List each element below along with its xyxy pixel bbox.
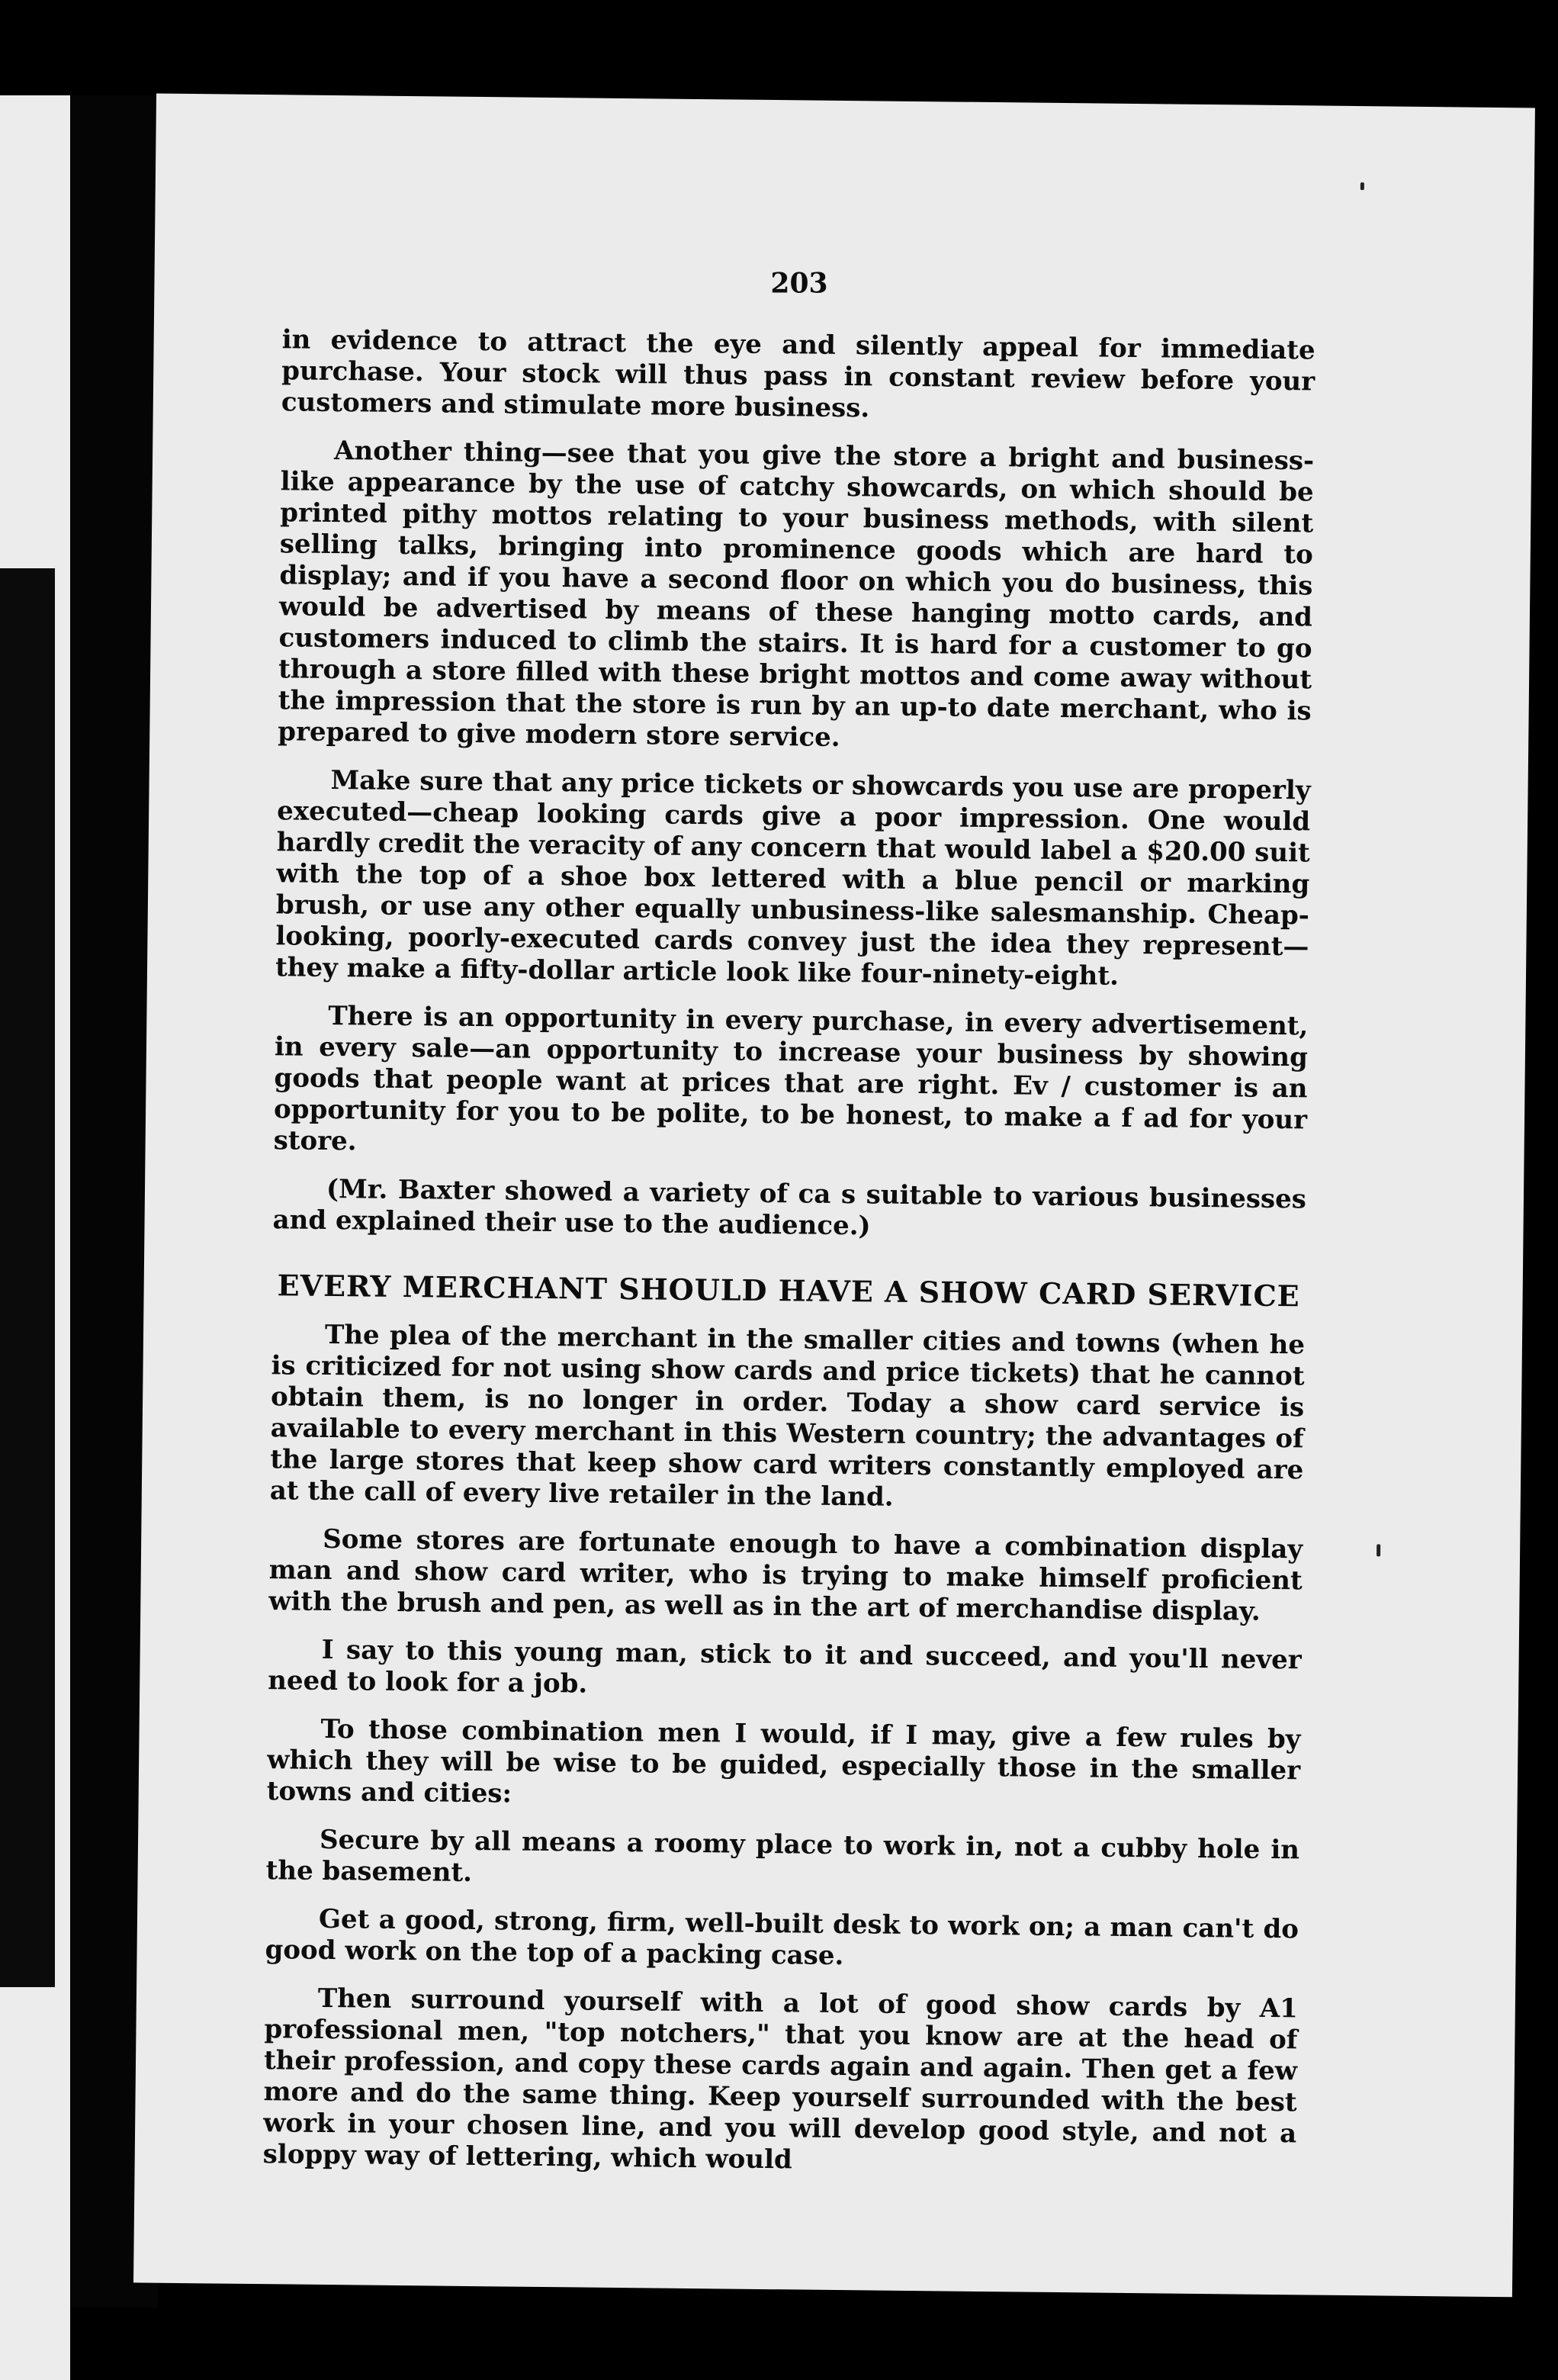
- scan-speck: [1360, 182, 1364, 190]
- paragraph: I say to this young man, stick to it and succeed, and you'll never need to look for a job.: [268, 1634, 1302, 1700]
- paragraph: Another thing—see that you give the store a bright and business-like appearance by the use of catchy showcards, on which should be printed pithy mottos relating to your business methods, with silent selling talks, bringing into prominence goods which are hard to display; and if you have a second floor on which you do business, this would be advertised by means of these hanging motto cards, and customers induced to climb the stairs. It is hard for a customer to go through a store filled with these bright mottos and come away without the impression that the store is run by an up-to date merchant, who is prepared to give modern store service.: [278, 436, 1315, 753]
- page-text-block: [262, 262, 1315, 2198]
- page-number: 203: [770, 267, 828, 300]
- paragraph: Then surround yourself with a lot of good show cards by A1 professional men, "top notchers," that you know are at the head of their profession, and copy these cards again and again. Then get a few more and do the same thing. Keep yourself surrounded with the best work in your chosen line, and you will develop good style, and not a sloppy way of lettering, which would: [262, 1983, 1299, 2176]
- paragraph: The plea of the merchant in the smaller cities and towns (when he is criticized for not using show cards and price tickets) that he cannot obtain them, is no longer in order. Today a show card service is available to every merchant in this Western country; the advantages of the large stores that keep show card writers constantly employed are at the call of every live retailer in the land.: [269, 1319, 1306, 1513]
- paragraph: Get a good, strong, firm, well-built desk to work on; a man can't do good work on the top of a packing case.: [265, 1903, 1299, 1972]
- facing-page-shadow: [0, 568, 55, 1987]
- paragraph: in evidence to attract the eye and silently appeal for immediate purchase. Your stock will thus pass in constant review before your customers and stimulate more business.: [281, 324, 1315, 424]
- paragraph: To those combination men I would, if I may, give a few rules by which they will be wise to be guided, especially those in the smaller towns and cities:: [266, 1713, 1301, 1809]
- book-page: [133, 94, 1535, 2298]
- facing-page-edge: [0, 95, 70, 2380]
- paragraph: Secure by all means a roomy place to work in, not a cubby hole in the basement.: [265, 1824, 1300, 1888]
- paragraph: Make sure that any price tickets or showcards you use are properly executed—cheap looking cards give a poor impression. One would hardly credit the veracity of any concern that would label a $20.00 suit with the top of a shoe box lettered with a blue pencil or marking brush, or use any other equally unbusiness-like salesmanship. Cheap-looking, poorly-executed cards convey just the idea they represent—they make a fifty-dollar article look like four-ninety-eight.: [275, 764, 1311, 992]
- scan-speck: [1377, 1544, 1380, 1556]
- paragraph: There is an opportunity in every purchase, in every advertisement, in every sale—an opportunity to increase your business by showing goods that people want at prices that are right. Ev / customer is an opportunity for you to be polite, to be honest, to make a f ad for your store.: [273, 1000, 1309, 1157]
- section-heading: EVERY MERCHANT SHOULD HAVE A SHOW CARD SERVICE: [277, 1268, 1300, 1314]
- paragraph: (Mr. Baxter showed a variety of ca s suitable to various businesses and explained their use to the audience.): [272, 1173, 1307, 1242]
- paragraph: Some stores are fortunate enough to have a combination display man and show card writer, who is trying to make himself proficient with the brush and pen, as well as in the art of merchandise display.: [268, 1523, 1303, 1627]
